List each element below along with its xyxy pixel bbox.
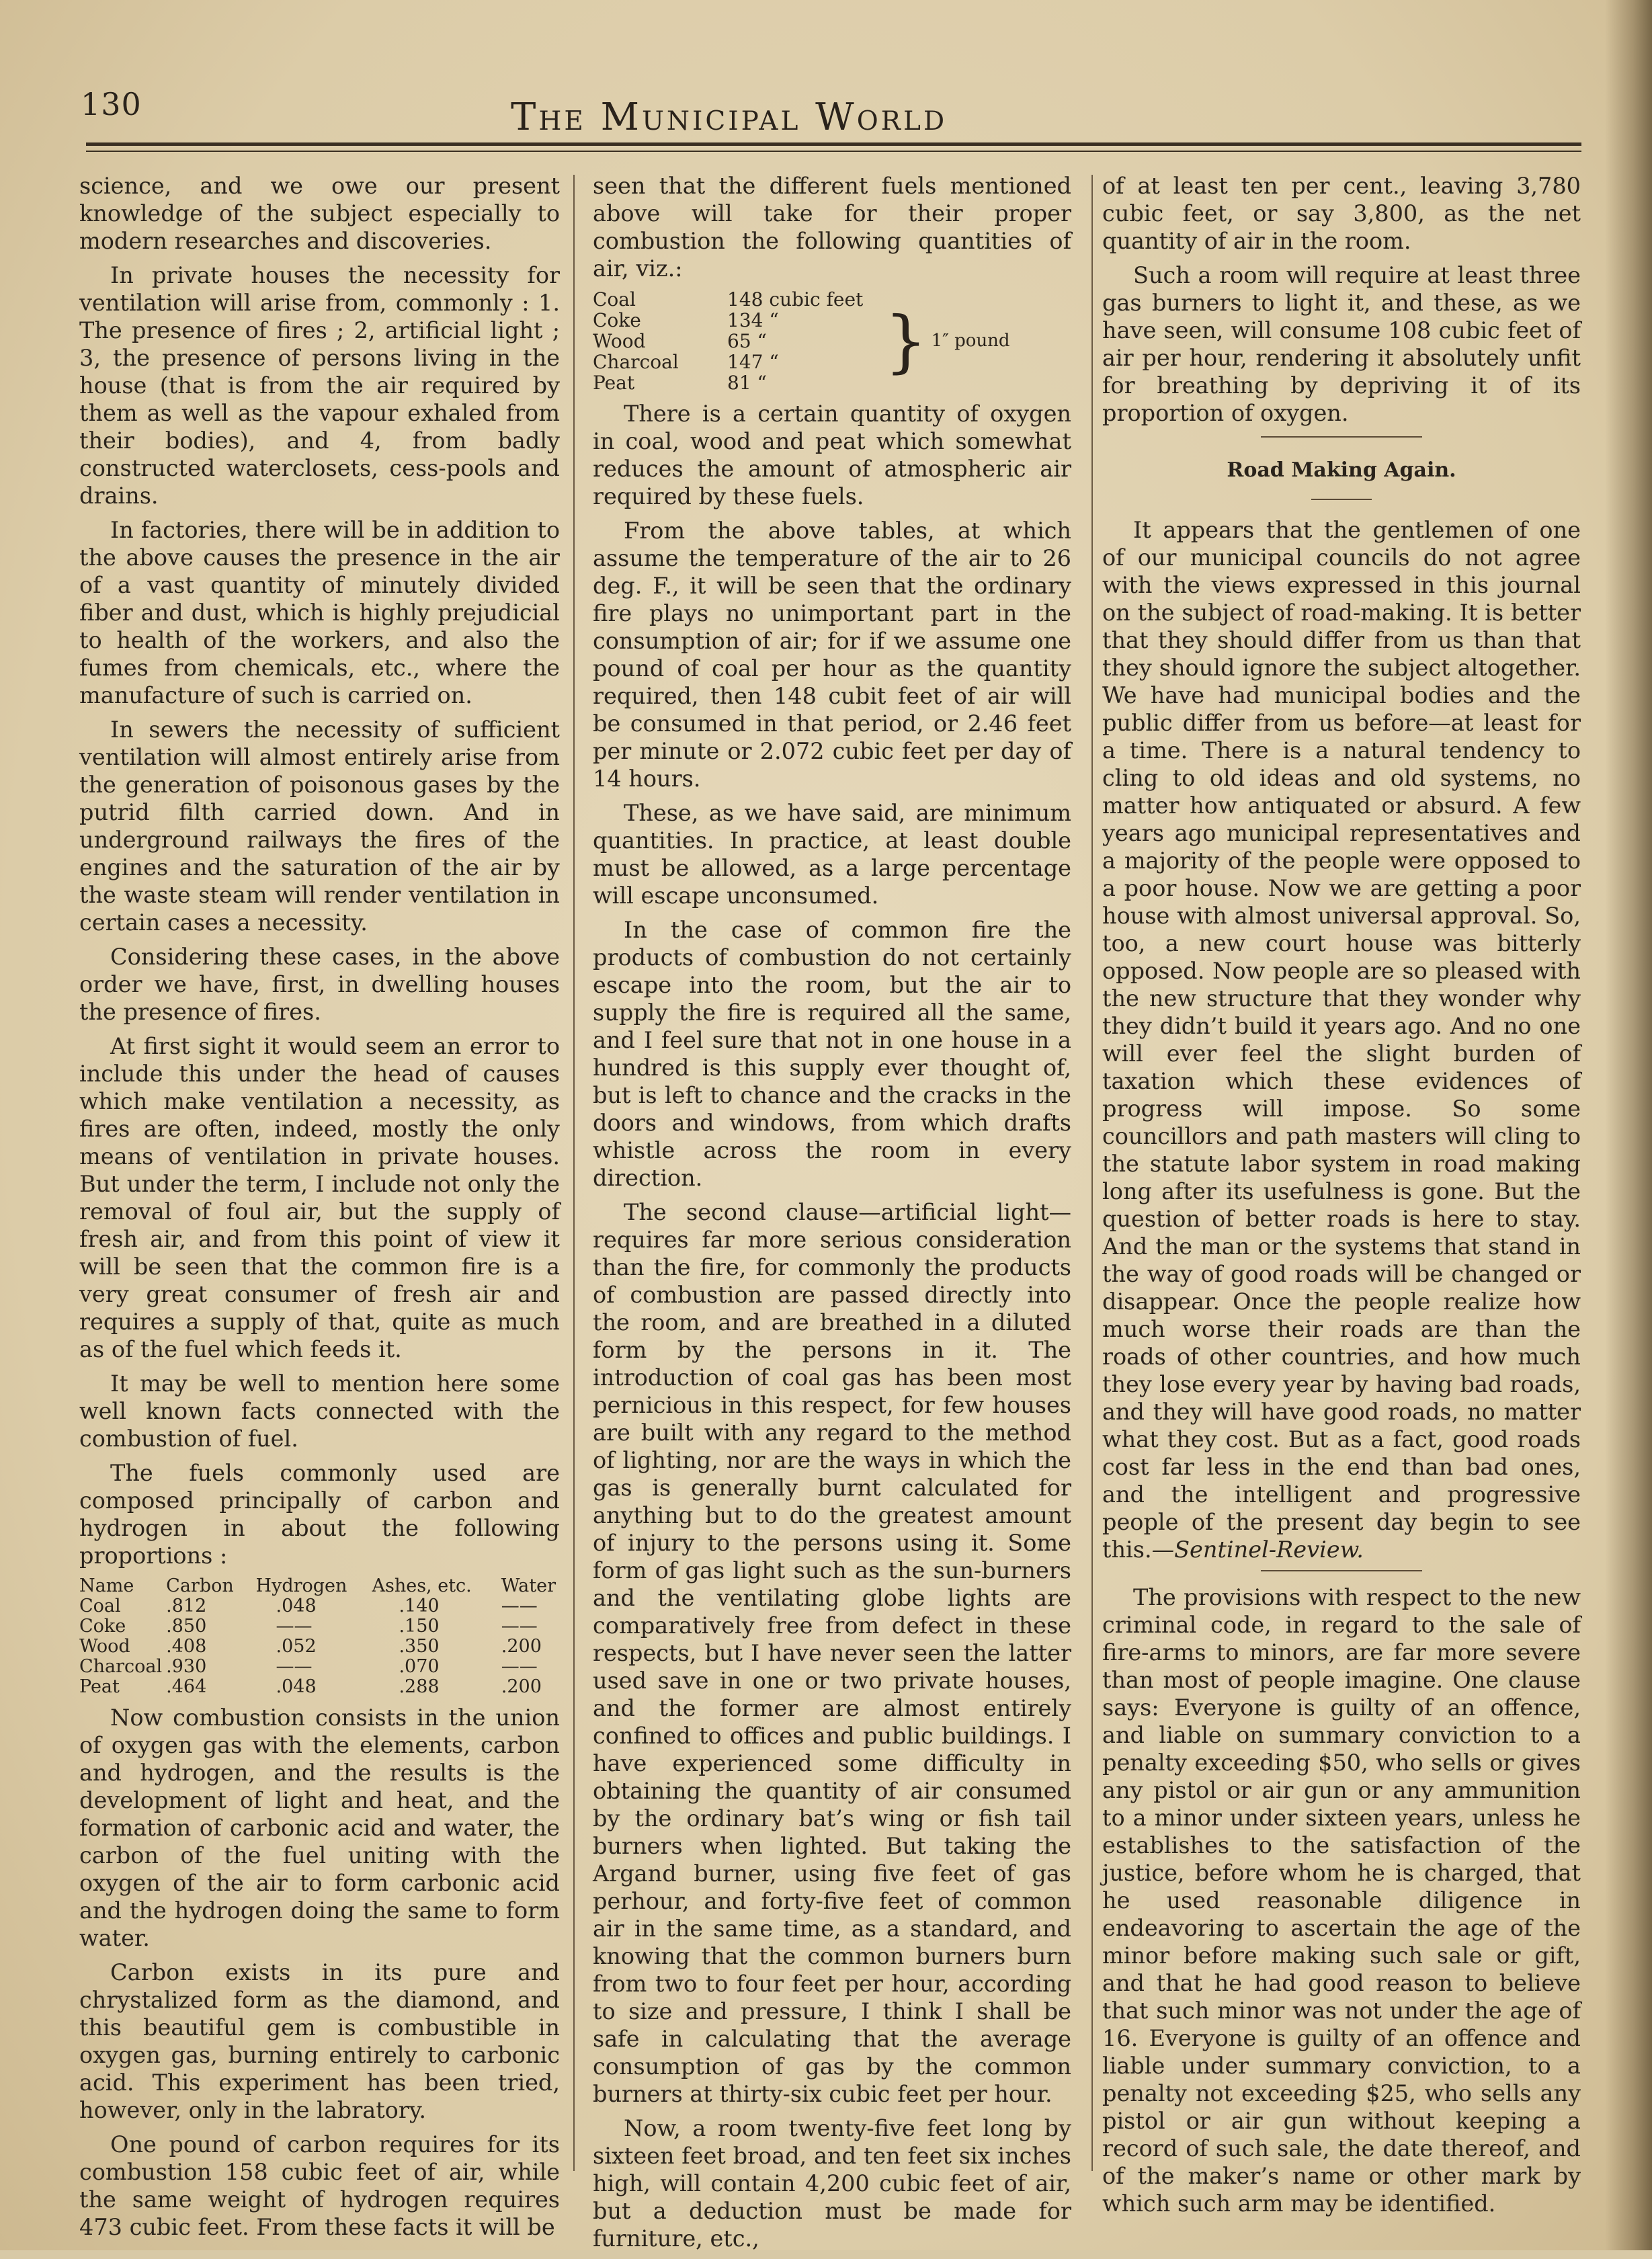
paragraph: Such a room will require at least three gas burners to light it, and these, as we have seen, will consume 108 cubic feet of air per hour, rendering it absolutely unfit for breathing by depriving it of its proportion of oxygen. xyxy=(1102,262,1581,426)
table-cell: .930 xyxy=(166,1656,207,1677)
table-header: Water xyxy=(501,1575,556,1596)
table-header: Ashes, etc. xyxy=(372,1575,472,1596)
table-row xyxy=(593,289,1010,310)
table-header: Name xyxy=(79,1575,134,1596)
table-cell: Wood xyxy=(79,1636,130,1657)
table-cell: .812 xyxy=(166,1596,207,1616)
section-rule xyxy=(1311,499,1372,500)
table-cell: —— xyxy=(501,1596,538,1616)
table-cell: .200 xyxy=(501,1676,542,1697)
column-2 xyxy=(593,172,1071,2259)
page-number: 130 xyxy=(81,86,142,122)
table-cell: 81 “ xyxy=(727,372,767,394)
brace-icon: } xyxy=(884,301,927,380)
paragraph: From the above tables, at which assume the temperature of the air to 26 deg. F., it will be seen that the ordinary fire plays no unimportant part in the consumption of air; for if we assume one pound of coal per hour as the quantity required, then 148 cubit feet of air will be consumed in that period, or 2.46 feet per minute or 2.072 cubic feet per day of 14 hours. xyxy=(593,518,1071,792)
table-row xyxy=(79,1657,560,1677)
table-cell: —— xyxy=(276,1656,313,1677)
table-row xyxy=(79,1616,560,1637)
table-cell: —— xyxy=(276,1616,313,1637)
table-cell: .048 xyxy=(276,1676,317,1697)
paragraph: It may be well to mention here some well known facts connected with the combustion of fuel. xyxy=(79,1370,560,1452)
table-row xyxy=(79,1637,560,1657)
table-cell: —— xyxy=(501,1616,538,1637)
masthead-title: The Municipal World xyxy=(511,95,948,139)
paragraph: There is a certain quantity of oxygen in coal, wood and peat which somewhat reduces the amount of atmospheric air required by these fuels. xyxy=(593,401,1071,509)
paragraph: Now combustion consists in the union of oxygen gas with the elements, carbon and hydrogen, and the results is the development of light and heat, and the formation of carbonic acid and water, the carbon of the fuel uniting with the oxygen of the air to form carbonic acid and the hydrogen doing the same to form water. xyxy=(79,1704,560,1951)
paragraph: The provisions with respect to the new criminal code, in regard to the sale of fire-arms to minors, are far more severe than most of people imagine. One clause says: Everyone is guilty of an offence, and liable on summary conviction to a penalty exceeding $50, who sells or gives any pistol or air gun or any ammunition to a minor under sixteen years, unless he establishes to the satisfaction of the justice, before whom he is charged, that he used reasonable diligence in endeavoring to ascertain the age of the minor before making such sale or gift, and that he had good reason to believe that such minor was not under the age of 16. Everyone is guilty of an offence and liable under summary conviction, to a penalty not exceeding $25, who sells any pistol or air gun without keeping a record of such sale, the date thereof, and of the maker’s name or other mark by which such arm may be identified. xyxy=(1102,1584,1581,2217)
section-rule xyxy=(1261,1570,1422,1571)
table-cell: .288 xyxy=(399,1676,440,1697)
table-cell: 65 “ xyxy=(727,330,767,352)
table-cell: Coal xyxy=(593,288,636,311)
column-3 xyxy=(1102,172,1581,2224)
table-cell: .150 xyxy=(399,1616,440,1637)
table-cell: .200 xyxy=(501,1636,542,1657)
article-text: It appears that the gentlemen of one of our municipal councils do not agree with the views expressed in this journal on the subject of road-making. It is better that they should differ from us than that they should ignore the subject altogether. We have had municipal bodies and the public differ from us before—at least for a time. There is a natural tendency to cling to old ideas and old systems, no matter how antiquated or absurd. A few years ago municipal representatives and a majority of the people were opposed to a poor house. Now we are getting a poor house with almost universal approval. So, too, a new court house was bitterly opposed. Now people are so pleased with the new structure that they wonder why they didn’t build it years ago. And no one will ever feel the slight burden of taxation which these evidences of progress will impose. So some councillors and path masters will cling to the statute labor system in road making long after its usefulness is gone. But the question of better roads is here to stay. And the man or the systems that stand in the way of good roads will be changed or disappear. Once the people realize how much worse their roads are than the roads of other countries, and how much they lose every year by having bad roads, and they will have good roads, no matter what they cost. But as a fact, good roads cost far less in the end than bad ones, and the intelligent and progressive people of the present day begin to see this. xyxy=(1102,517,1581,1563)
air-quantity-table xyxy=(593,289,1010,393)
table-cell: .408 xyxy=(166,1636,207,1657)
column-divider-2 xyxy=(1091,175,1093,2171)
paragraph: of at least ten per cent., leaving 3,780 cubic feet, or say 3,800, as the net quantity of air in the room. xyxy=(1102,173,1581,254)
page-edge-shadow xyxy=(1605,0,1652,2250)
paragraph: science, and we owe our present knowledge of the subject especially to modern researches and discoveries. xyxy=(79,173,560,254)
paragraph: At first sight it would seem an error to include this under the head of causes which make ventilation a necessity, as fires are often, indeed, mostly the only means of ventilation in private houses. But under the term, I include not only the removal of foul air, but the supply of fresh air, and from this point of view it will be seen that the common fire is a very great consumer of fresh air and requires a supply of that, quite as much as of the fuel which feeds it. xyxy=(79,1033,560,1362)
paragraph: The fuels commonly used are composed principally of carbon and hydrogen in about the following proportions : xyxy=(79,1460,560,1569)
paragraph: Considering these cases, in the above order we have, first, in dwelling houses the presence of fires. xyxy=(79,944,560,1025)
table-cell: 148 cubic feet xyxy=(727,288,864,311)
paragraph: In sewers the necessity of sufficient ventilation will almost entirely arise from the generation of poisonous gases by the putrid filth carried down. And in underground railways the fires of the engines and the saturation of the air by the waste steam will render ventilation in certain cases a necessity. xyxy=(79,716,560,936)
section-rule xyxy=(1261,436,1422,438)
table-header-row xyxy=(79,1576,560,1596)
table-cell: Coal xyxy=(79,1596,121,1616)
paragraph: Carbon exists in its pure and chrystalized form as the diamond, and this beautiful gem is combustible in oxygen gas, burning entirely to carbonic acid. This experiment has been tried, however, only in the labratory. xyxy=(79,1959,560,2123)
header-rule-thin xyxy=(86,151,1581,152)
table-cell: —— xyxy=(501,1656,538,1677)
table-row xyxy=(79,1596,560,1616)
table-cell: .140 xyxy=(399,1596,440,1616)
paragraph xyxy=(1102,516,1581,1563)
header-rule-thick xyxy=(86,142,1581,146)
paragraph: In the case of common fire the products of combustion do not certainly escape into the room, but the air to supply the fire is required all the same, and I feel sure that not in one house in a hundred is this supply ever thought of, but is left to chance and the cracks in the doors and windows, from which drafts whistle across the room in every direction. xyxy=(593,917,1071,1191)
paragraph: Now, a room twenty-five feet long by sixteen feet broad, and ten feet six inches high, will contain 4,200 cubic feet of air, but a deduction must be made for furniture, etc., xyxy=(593,2115,1071,2252)
column-divider-1 xyxy=(573,175,575,2171)
article-heading: Road Making Again. xyxy=(1227,458,1456,482)
table-header: Hydrogen xyxy=(255,1575,347,1596)
table-cell: 134 “ xyxy=(727,309,779,331)
paragraph: The second clause—artificial light—requires far more serious consideration than the fire, for commonly the products of combustion are passed directly into the room, and are breathed in a diluted form by the persons in it. The introduction of coal gas has been most pernicious in this respect, for few houses are built with any regard to the method of lighting, nor are the ways in which the gas is generally burnt calculated for anything but to do the greatest amount of injury to the persons using it. Some form of gas light such as the sun-burners and the ventilating globe lights are comparatively free from defect in these respects, but I have never seen the latter used save in one or two private houses, and the former are almost entirely confined to offices and public buildings. I have experienced some difficulty in obtaining the quantity of air consumed by the ordinary bat’s wing or fish tail burners when lighted. But taking the Argand burner, using five feet of gas perhour, and forty-five feet of common air in the same time, as a standard, and knowing that the common burners burn from two to four feet per hour, according to size and pressure, I think I shall be safe in calculating that the average consumption of gas by the common burners at thirty-six cubic feet per hour. xyxy=(593,1199,1071,2107)
paragraph: seen that the different fuels mentioned above will take for their proper combustion the following quantities of air, viz.: xyxy=(593,173,1071,282)
table-cell: .052 xyxy=(276,1636,317,1657)
table-cell: 147 “ xyxy=(727,351,779,373)
table-cell: Coke xyxy=(593,309,641,331)
table-row xyxy=(79,1677,560,1697)
fuel-composition-table xyxy=(79,1576,560,1697)
table-cell: Coke xyxy=(79,1616,126,1637)
table-cell: Peat xyxy=(79,1676,120,1697)
table-cell: .070 xyxy=(399,1656,440,1677)
table-cell: Wood xyxy=(593,330,646,352)
table-cell: Charcoal xyxy=(79,1656,163,1677)
table-cell: Charcoal xyxy=(593,351,679,373)
table-cell: .350 xyxy=(399,1636,440,1657)
table-header: Carbon xyxy=(166,1575,234,1596)
paragraph: One pound of carbon requires for its combustion 158 cubic feet of air, while the same weight of hydrogen requires 473 cubic feet. From these facts it will be xyxy=(79,2131,560,2240)
source-credit: —Sentinel-Review. xyxy=(1151,1536,1364,1563)
table-cell: .464 xyxy=(166,1676,207,1697)
column-1 xyxy=(79,172,560,2248)
table-cell: .048 xyxy=(276,1596,317,1616)
table-cell: .850 xyxy=(166,1616,207,1637)
paragraph: These, as we have said, are minimum quantities. In practice, at least double must be allowed, as a large percentage will escape unconsumed. xyxy=(593,800,1071,909)
paragraph: In private houses the necessity for ventilation will arise from, commonly : 1. The presence of fires ; 2, artificial light ; 3, the presence of persons living in the house (that is from the air required by them as well as the vapour exhaled from their bodies), and 4, from badly constructed waterclosets, cess-pools and drains. xyxy=(79,262,560,509)
table-cell: Peat xyxy=(593,372,635,394)
table-note: 1″ pound xyxy=(931,331,1010,351)
paragraph: In factories, there will be in addition to the above causes the presence in the air of a vast quantity of minutely divided fiber and dust, which is highly prejudicial to health of the workers, and also the fumes from chemicals, etc., where the manufacture of such is carried on. xyxy=(79,517,560,708)
